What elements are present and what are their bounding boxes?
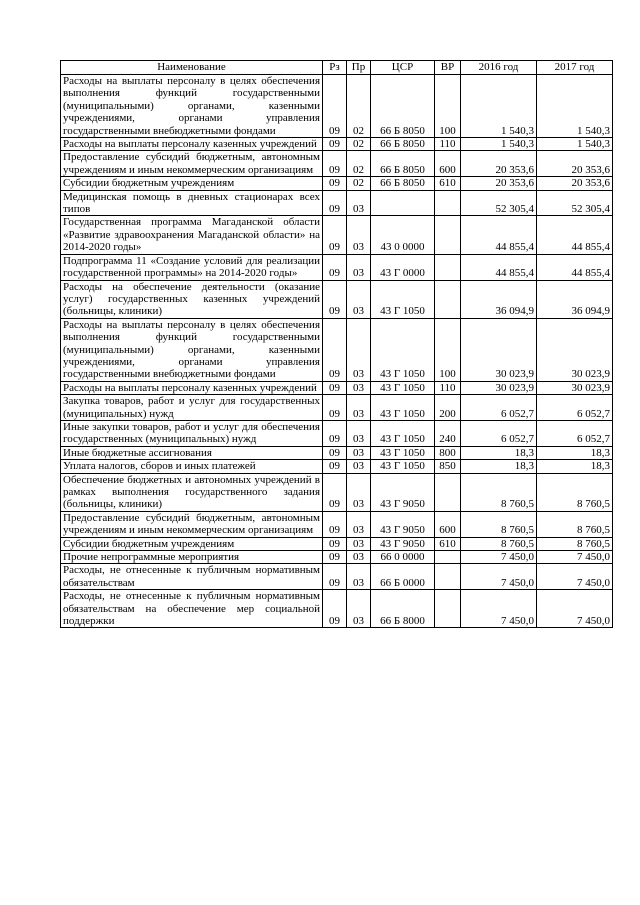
row-pr: 03 bbox=[347, 473, 371, 511]
row-amount-2017: 44 855,4 bbox=[537, 254, 613, 280]
row-amount-2017: 8 760,5 bbox=[537, 473, 613, 511]
col-header-2017: 2017 год bbox=[537, 61, 613, 75]
row-vr: 600 bbox=[435, 151, 461, 177]
row-pr: 03 bbox=[347, 420, 371, 446]
row-amount-2016: 30 023,9 bbox=[461, 381, 537, 394]
table-row bbox=[61, 216, 613, 254]
row-amount-2016: 6 052,7 bbox=[461, 420, 537, 446]
row-rz: 09 bbox=[323, 75, 347, 138]
table-row bbox=[61, 75, 613, 138]
row-pr: 03 bbox=[347, 381, 371, 394]
row-rz: 09 bbox=[323, 177, 347, 190]
row-csr: 43 Г 1050 bbox=[371, 420, 435, 446]
table-row bbox=[61, 280, 613, 318]
row-amount-2016: 1 540,3 bbox=[461, 138, 537, 151]
row-amount-2017: 20 353,6 bbox=[537, 177, 613, 190]
row-vr bbox=[435, 564, 461, 590]
table-row bbox=[61, 564, 613, 590]
row-csr: 43 Г 1050 bbox=[371, 318, 435, 381]
row-name: Предоставление субсидий бюджетным, автономным учреждениям и иным некоммерческим организациям bbox=[61, 511, 323, 537]
row-rz: 09 bbox=[323, 551, 347, 564]
row-csr: 66 0 0000 bbox=[371, 551, 435, 564]
row-vr: 200 bbox=[435, 395, 461, 421]
row-rz: 09 bbox=[323, 473, 347, 511]
row-csr: 43 Г 0000 bbox=[371, 254, 435, 280]
row-name: Расходы на выплаты персоналу в целях обеспечения выполнения функций государственными (муниципальными) органами, казенными учреждениями, органами управления государственными внебюджетными фондами bbox=[61, 75, 323, 138]
table-row bbox=[61, 138, 613, 151]
row-pr: 02 bbox=[347, 177, 371, 190]
row-vr bbox=[435, 190, 461, 216]
row-amount-2017: 7 450,0 bbox=[537, 564, 613, 590]
row-amount-2016: 8 760,5 bbox=[461, 473, 537, 511]
table-row bbox=[61, 590, 613, 628]
row-amount-2017: 18,3 bbox=[537, 460, 613, 473]
col-header-csr: ЦСР bbox=[371, 61, 435, 75]
row-csr: 43 Г 1050 bbox=[371, 446, 435, 459]
row-amount-2017: 44 855,4 bbox=[537, 216, 613, 254]
row-csr: 43 Г 1050 bbox=[371, 395, 435, 421]
row-name: Расходы, не отнесенные к публичным нормативным обязательствам bbox=[61, 564, 323, 590]
row-pr: 03 bbox=[347, 564, 371, 590]
row-csr: 66 Б 8050 bbox=[371, 151, 435, 177]
table-body bbox=[61, 75, 613, 628]
row-csr: 66 Б 8050 bbox=[371, 177, 435, 190]
table-row bbox=[61, 551, 613, 564]
row-rz: 09 bbox=[323, 446, 347, 459]
table-row bbox=[61, 420, 613, 446]
table-row bbox=[61, 177, 613, 190]
row-amount-2016: 44 855,4 bbox=[461, 216, 537, 254]
row-name: Закупка товаров, работ и услуг для государственных (муниципальных) нужд bbox=[61, 395, 323, 421]
col-header-name: Наименование bbox=[61, 61, 323, 75]
row-csr: 43 Г 1050 bbox=[371, 381, 435, 394]
row-amount-2017: 30 023,9 bbox=[537, 381, 613, 394]
col-header-vr: ВР bbox=[435, 61, 461, 75]
row-amount-2016: 8 760,5 bbox=[461, 537, 537, 550]
row-csr: 66 Б 8000 bbox=[371, 590, 435, 628]
row-rz: 09 bbox=[323, 190, 347, 216]
row-pr: 02 bbox=[347, 151, 371, 177]
row-csr: 43 Г 9050 bbox=[371, 537, 435, 550]
row-csr: 43 Г 1050 bbox=[371, 280, 435, 318]
row-rz: 09 bbox=[323, 420, 347, 446]
row-rz: 09 bbox=[323, 590, 347, 628]
row-vr: 100 bbox=[435, 75, 461, 138]
row-vr bbox=[435, 551, 461, 564]
table-row bbox=[61, 318, 613, 381]
row-name: Иные закупки товаров, работ и услуг для обеспечения государственных (муниципальных) нужд bbox=[61, 420, 323, 446]
table-row bbox=[61, 460, 613, 473]
row-csr: 66 Б 0000 bbox=[371, 564, 435, 590]
row-amount-2017: 36 094,9 bbox=[537, 280, 613, 318]
row-amount-2017: 1 540,3 bbox=[537, 138, 613, 151]
table-header-row bbox=[61, 61, 613, 75]
row-name: Предоставление субсидий бюджетным, автономным учреждениям и иным некоммерческим организациям bbox=[61, 151, 323, 177]
row-amount-2016: 36 094,9 bbox=[461, 280, 537, 318]
table-row bbox=[61, 190, 613, 216]
row-amount-2016: 30 023,9 bbox=[461, 318, 537, 381]
row-vr bbox=[435, 216, 461, 254]
table-row bbox=[61, 395, 613, 421]
row-rz: 09 bbox=[323, 460, 347, 473]
row-rz: 09 bbox=[323, 318, 347, 381]
row-rz: 09 bbox=[323, 395, 347, 421]
row-pr: 03 bbox=[347, 395, 371, 421]
row-name: Расходы, не отнесенные к публичным нормативным обязательствам на обеспечение мер социальной поддержки bbox=[61, 590, 323, 628]
row-amount-2016: 7 450,0 bbox=[461, 590, 537, 628]
row-csr: 66 Б 8050 bbox=[371, 75, 435, 138]
row-name: Расходы на выплаты персоналу казенных учреждений bbox=[61, 138, 323, 151]
table-row bbox=[61, 473, 613, 511]
row-amount-2016: 7 450,0 bbox=[461, 551, 537, 564]
row-pr: 03 bbox=[347, 190, 371, 216]
row-amount-2016: 18,3 bbox=[461, 446, 537, 459]
row-name: Уплата налогов, сборов и иных платежей bbox=[61, 460, 323, 473]
row-rz: 09 bbox=[323, 537, 347, 550]
row-amount-2016: 44 855,4 bbox=[461, 254, 537, 280]
table-row bbox=[61, 151, 613, 177]
row-pr: 03 bbox=[347, 537, 371, 550]
row-amount-2017: 20 353,6 bbox=[537, 151, 613, 177]
row-name: Государственная программа Магаданской области «Развитие здравоохранения Магаданской области» на 2014-2020 годы» bbox=[61, 216, 323, 254]
row-csr bbox=[371, 190, 435, 216]
row-amount-2016: 20 353,6 bbox=[461, 151, 537, 177]
row-vr: 850 bbox=[435, 460, 461, 473]
row-amount-2017: 7 450,0 bbox=[537, 551, 613, 564]
row-amount-2017: 18,3 bbox=[537, 446, 613, 459]
row-pr: 03 bbox=[347, 216, 371, 254]
row-rz: 09 bbox=[323, 381, 347, 394]
table-row bbox=[61, 511, 613, 537]
row-amount-2016: 52 305,4 bbox=[461, 190, 537, 216]
row-csr: 43 0 0000 bbox=[371, 216, 435, 254]
col-header-pr: Пр bbox=[347, 61, 371, 75]
row-amount-2016: 18,3 bbox=[461, 460, 537, 473]
row-amount-2017: 7 450,0 bbox=[537, 590, 613, 628]
row-amount-2017: 6 052,7 bbox=[537, 420, 613, 446]
row-amount-2017: 30 023,9 bbox=[537, 318, 613, 381]
col-header-2016: 2016 год bbox=[461, 61, 537, 75]
row-rz: 09 bbox=[323, 511, 347, 537]
row-amount-2017: 52 305,4 bbox=[537, 190, 613, 216]
row-name: Субсидии бюджетным учреждениям bbox=[61, 177, 323, 190]
table-row bbox=[61, 537, 613, 550]
row-vr: 100 bbox=[435, 318, 461, 381]
row-rz: 09 bbox=[323, 151, 347, 177]
row-vr: 610 bbox=[435, 537, 461, 550]
row-vr: 110 bbox=[435, 381, 461, 394]
row-name: Прочие непрограммные мероприятия bbox=[61, 551, 323, 564]
row-csr: 43 Г 9050 bbox=[371, 511, 435, 537]
row-name: Подпрограмма 11 «Создание условий для реализации государственной программы» на 2014-2020 годы» bbox=[61, 254, 323, 280]
row-csr: 43 Г 1050 bbox=[371, 460, 435, 473]
row-vr: 610 bbox=[435, 177, 461, 190]
table-row bbox=[61, 446, 613, 459]
table-row bbox=[61, 254, 613, 280]
row-csr: 43 Г 9050 bbox=[371, 473, 435, 511]
row-amount-2016: 6 052,7 bbox=[461, 395, 537, 421]
row-name: Расходы на выплаты персоналу в целях обеспечения выполнения функций государственными (муниципальными) органами, казенными учреждениями, органами управления государственными внебюджетными фондами bbox=[61, 318, 323, 381]
row-pr: 03 bbox=[347, 446, 371, 459]
budget-table bbox=[60, 60, 613, 628]
row-rz: 09 bbox=[323, 254, 347, 280]
row-vr bbox=[435, 280, 461, 318]
row-vr: 600 bbox=[435, 511, 461, 537]
row-vr: 240 bbox=[435, 420, 461, 446]
row-name: Расходы на выплаты персоналу казенных учреждений bbox=[61, 381, 323, 394]
row-rz: 09 bbox=[323, 564, 347, 590]
row-vr bbox=[435, 590, 461, 628]
row-amount-2017: 6 052,7 bbox=[537, 395, 613, 421]
row-pr: 03 bbox=[347, 254, 371, 280]
row-amount-2016: 1 540,3 bbox=[461, 75, 537, 138]
row-amount-2017: 8 760,5 bbox=[537, 537, 613, 550]
row-amount-2017: 1 540,3 bbox=[537, 75, 613, 138]
row-rz: 09 bbox=[323, 280, 347, 318]
row-name: Расходы на обеспечение деятельности (оказание услуг) государственных казенных учреждений (больницы, клиники) bbox=[61, 280, 323, 318]
row-vr: 800 bbox=[435, 446, 461, 459]
table-row bbox=[61, 381, 613, 394]
row-pr: 03 bbox=[347, 551, 371, 564]
row-amount-2017: 8 760,5 bbox=[537, 511, 613, 537]
row-pr: 03 bbox=[347, 280, 371, 318]
row-pr: 02 bbox=[347, 75, 371, 138]
row-pr: 02 bbox=[347, 138, 371, 151]
row-pr: 03 bbox=[347, 511, 371, 537]
row-vr: 110 bbox=[435, 138, 461, 151]
row-name: Обеспечение бюджетных и автономных учреждений в рамках выполнения государственного задания (больницы, клиники) bbox=[61, 473, 323, 511]
row-name: Субсидии бюджетным учреждениям bbox=[61, 537, 323, 550]
row-vr bbox=[435, 473, 461, 511]
row-amount-2016: 20 353,6 bbox=[461, 177, 537, 190]
row-rz: 09 bbox=[323, 138, 347, 151]
row-csr: 66 Б 8050 bbox=[371, 138, 435, 151]
col-header-rz: Рз bbox=[323, 61, 347, 75]
row-name: Медицинская помощь в дневных стационарах всех типов bbox=[61, 190, 323, 216]
row-pr: 03 bbox=[347, 318, 371, 381]
row-amount-2016: 7 450,0 bbox=[461, 564, 537, 590]
row-name: Иные бюджетные ассигнования bbox=[61, 446, 323, 459]
row-pr: 03 bbox=[347, 460, 371, 473]
row-vr bbox=[435, 254, 461, 280]
row-rz: 09 bbox=[323, 216, 347, 254]
row-amount-2016: 8 760,5 bbox=[461, 511, 537, 537]
row-pr: 03 bbox=[347, 590, 371, 628]
